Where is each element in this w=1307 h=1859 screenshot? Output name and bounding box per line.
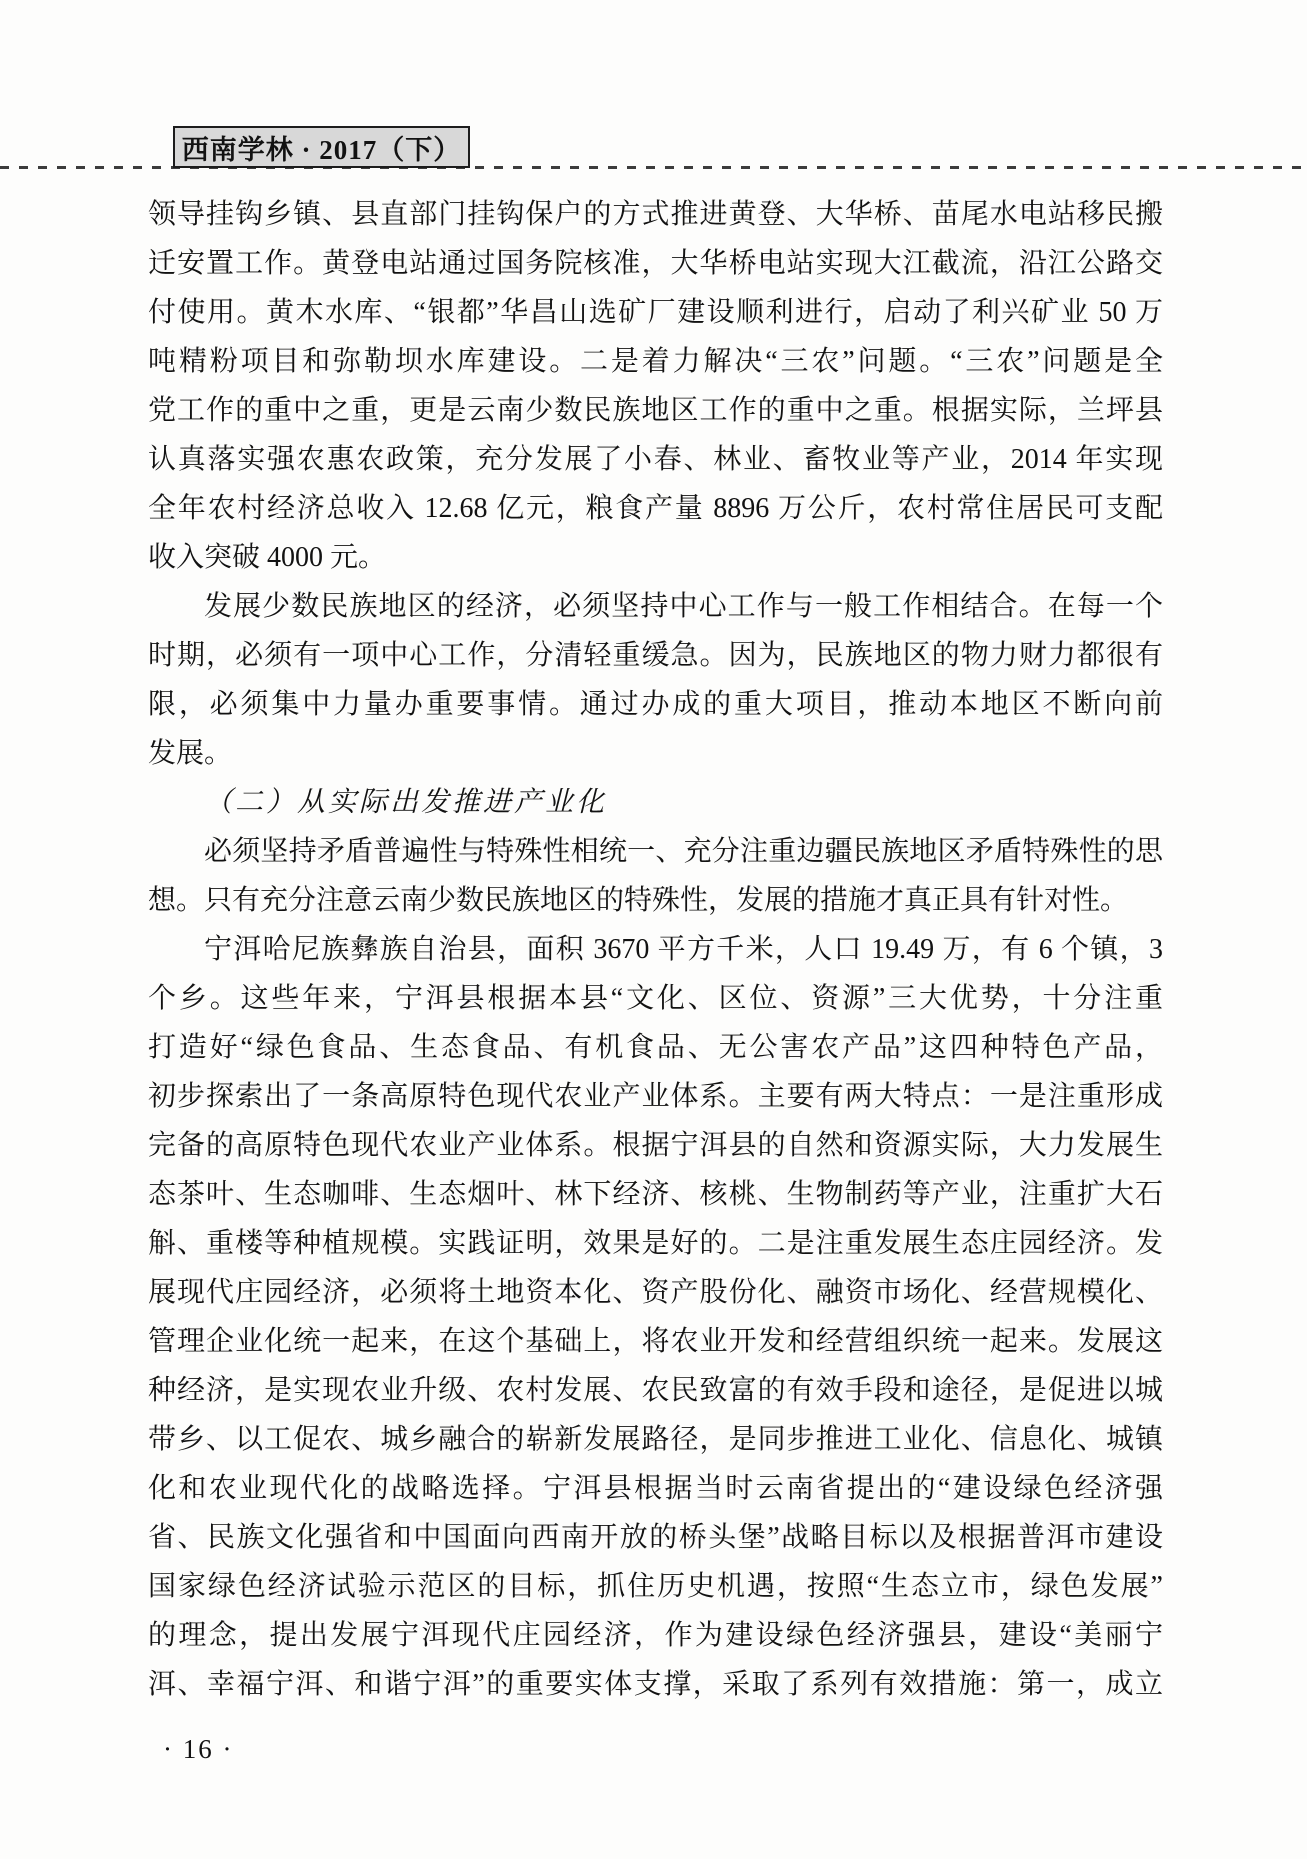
- text-line: 发展少数民族地区的经济，必须坚持中心工作与一般工作相结合。在每一个: [204, 591, 1163, 622]
- text-line: 管理企业化统一起来，在这个基础上，将农业开发和经营组织统一起来。发展这: [148, 1326, 1163, 1357]
- text-line: 个乡。这些年来，宁洱县根据本县“文化、区位、资源”三大优势，十分注重: [148, 983, 1163, 1014]
- text-line: 想。只有充分注意云南少数民族地区的特殊性，发展的措施才真正具有针对性。: [148, 885, 1129, 916]
- text-line: 态茶叶、生态咖啡、生态烟叶、林下经济、核桃、生物制药等产业，注重扩大石: [148, 1179, 1163, 1210]
- text-line: 省、民族文化强省和中国面向西南开放的桥头堡”战略目标以及根据普洱市建设: [148, 1522, 1163, 1553]
- page-content: [148, 190, 1163, 1709]
- running-head-box: [173, 126, 470, 168]
- text-line: 初步探索出了一条高原特色现代农业产业体系。主要有两大特点：一是注重形成: [148, 1081, 1163, 1112]
- running-head-title: 西南学林 · 2017（下）: [181, 134, 462, 165]
- text-line: 发展。: [148, 738, 233, 769]
- text-line: 迁安置工作。黄登电站通过国务院核准，大华桥电站实现大江截流，沿江公路交: [148, 248, 1163, 279]
- paragraph-2: [148, 582, 1163, 778]
- text-line: 国家绿色经济试验示范区的目标，抓住历史机遇，按照“生态立市，绿色发展”: [148, 1571, 1163, 1602]
- text-line: 带乡、以工促农、城乡融合的崭新发展路径，是同步推进工业化、信息化、城镇: [148, 1424, 1163, 1455]
- text-line: 认真落实强农惠农政策，充分发展了小春、林业、畜牧业等产业，2014 年实现: [148, 444, 1163, 475]
- text-line: 收入突破 4000 元。: [148, 542, 387, 573]
- text-line: 化和农业现代化的战略选择。宁洱县根据当时云南省提出的“建设绿色经济强: [148, 1473, 1163, 1504]
- text-line: 的理念，提出发展宁洱现代庄园经济，作为建设绿色经济强县，建设“美丽宁: [148, 1620, 1163, 1651]
- section-heading: [148, 778, 1163, 827]
- text-line: 时期，必须有一项中心工作，分清轻重缓急。因为，民族地区的物力财力都很有: [148, 640, 1163, 671]
- text-line: （二）从实际出发推进产业化: [204, 787, 608, 818]
- paragraph-4: [148, 925, 1163, 1709]
- text-line: 必须坚持矛盾普遍性与特殊性相统一、充分注重边疆民族地区矛盾特殊性的思: [204, 836, 1163, 867]
- text-line: 领导挂钩乡镇、县直部门挂钩保户的方式推进黄登、大华桥、苗尾水电站移民搬: [148, 199, 1163, 230]
- text-line: 吨精粉项目和弥勒坝水库建设。二是着力解决“三农”问题。“三农”问题是全: [148, 346, 1163, 377]
- text-line: 完备的高原特色现代农业产业体系。根据宁洱县的自然和资源实际，大力发展生: [148, 1130, 1163, 1161]
- text-line: 党工作的重中之重，更是云南少数民族地区工作的重中之重。根据实际，兰坪县: [148, 395, 1163, 426]
- text-line: 种经济，是实现农业升级、农村发展、农民致富的有效手段和途径，是促进以城: [148, 1375, 1163, 1406]
- text-line: 洱、幸福宁洱、和谐宁洱”的重要实体支撑，采取了系列有效措施：第一，成立: [148, 1669, 1163, 1700]
- paragraph-3: [148, 827, 1163, 925]
- text-line: 打造好“绿色食品、生态食品、有机食品、无公害农产品”这四种特色产品，: [148, 1032, 1163, 1063]
- page-number: · 16 ·: [163, 1734, 234, 1764]
- text-line: 宁洱哈尼族彝族自治县，面积 3670 平方千米，人口 19.49 万，有 6 个镇，3: [204, 934, 1163, 965]
- text-line: 全年农村经济总收入 12.68 亿元，粮食产量 8896 万公斤，农村常住居民可支配: [148, 493, 1163, 524]
- text-line: 斛、重楼等种植规模。实践证明，效果是好的。二是注重发展生态庄园经济。发: [148, 1228, 1163, 1259]
- text-line: 展现代庄园经济，必须将土地资本化、资产股份化、融资市场化、经营规模化、: [148, 1277, 1163, 1308]
- paragraph-1: [148, 190, 1163, 582]
- text-line: 付使用。黄木水库、“银都”华昌山选矿厂建设顺利进行，启动了利兴矿业 50 万: [148, 297, 1163, 328]
- text-line: 限，必须集中力量办重要事情。通过办成的重大项目，推动本地区不断向前: [148, 689, 1163, 720]
